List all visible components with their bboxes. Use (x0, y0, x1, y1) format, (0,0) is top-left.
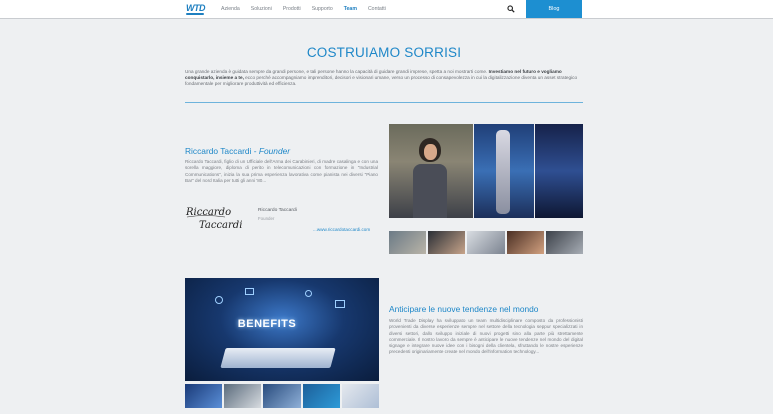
founder-website-link[interactable]: ...www.riccardotaccardi.com (313, 227, 371, 232)
founder-name: Riccardo Taccardi - (185, 146, 259, 156)
nav-item-prodotti[interactable]: Prodotti (282, 6, 301, 12)
thumbnail-3[interactable] (467, 231, 504, 254)
thumbnail-2[interactable] (428, 231, 465, 254)
benefits-thumbnails (185, 384, 379, 408)
main-nav (221, 0, 386, 18)
founder-photo-collage (389, 124, 583, 218)
logo[interactable]: WTD (186, 3, 205, 13)
founder-role-title: Founder (258, 146, 291, 156)
intro-text (185, 69, 583, 88)
benefits-label: BENEFITS (237, 318, 297, 330)
founder-face (424, 144, 437, 160)
signature-role: Founder (258, 216, 275, 221)
thumbnail-1[interactable] (185, 384, 222, 408)
floating-icon (245, 288, 254, 295)
nav-item-azienda[interactable]: Azienda (221, 6, 240, 12)
open-book (220, 348, 335, 368)
founder-photo-main (389, 124, 473, 218)
svg-text:Riccardo: Riccardo (186, 207, 232, 218)
trends-heading: Anticipare le nuove tendenze nel mondo (389, 304, 539, 314)
founder-bio: Riccardo Taccardi, figlio di un Ufficiale dell'Arma dei Carabinieri, di madre casalinga e con una sorella maggiore, diploma di perito in telecomunicazioni con formazione in "Industrial Communications", inizia la sua prima esperienza lavorativa come pianista nei diversi "Piano Bar" del nord Italia per tutti gli anni '80... (185, 159, 378, 183)
intro-text-end: ecco perché accompagniamo imprenditori, decisori e visionari umane, verso un processo di consapevolezza in cui la digitalizzazione diventa un asset strategico fondamentale per migliorare produttività ed efficienza. (185, 75, 578, 87)
section-divider (185, 102, 583, 103)
floating-icon (215, 296, 223, 304)
thumbnail-1[interactable] (389, 231, 426, 254)
benefits-image (185, 278, 379, 381)
blog-button[interactable]: Blog (526, 0, 582, 18)
thumbnail-4[interactable] (303, 384, 340, 408)
svg-text:Taccardi: Taccardi (199, 220, 243, 231)
founder-thumbnails (389, 231, 583, 254)
page-title: COSTRUIAMO SORRISI (306, 45, 462, 60)
floating-icon (305, 290, 312, 297)
search-icon[interactable] (507, 5, 515, 13)
nav-item-supporto[interactable]: Supporto (311, 6, 333, 12)
floating-icon (335, 300, 345, 308)
top-navbar (0, 0, 773, 19)
founder-jacket (413, 164, 447, 218)
trends-text: World Trade Display ha sviluppato un team multidisciplinare composto da professionisti provenienti da diverse esperienze sempre nel settore della tecnologia seppur specializzati in diversi settori, dallo sviluppo iniziale di nuovi progetti sino alla parte più strettamente commerciale. Il nostro lavoro da sempre è anticipare le nuove tendenze nel mondo del digital signage e integrare nuove idee con i bisogni della clientela, sfruttando le nostre esperienze precedenti originariamente create nel mondo dell'information technology... (389, 318, 583, 355)
nav-item-contatti[interactable]: Contatti (367, 6, 386, 12)
intro-text-start: Una grande azienda è guidata sempre da grandi persone, e tali persone hanno la capacità di guidare grandi imprese, spetta a noi mostrarti come. (185, 69, 489, 74)
thumbnail-4[interactable] (507, 231, 544, 254)
robot-figure (496, 130, 510, 214)
thumbnail-5[interactable] (342, 384, 379, 408)
logo-swoosh (186, 13, 204, 15)
robot-photo (474, 124, 534, 218)
thumbnail-2[interactable] (224, 384, 261, 408)
signature-name: Riccardo Taccardi (258, 208, 297, 213)
nav-item-team[interactable]: Team (343, 6, 357, 12)
thumbnail-3[interactable] (263, 384, 300, 408)
thumbnail-5[interactable] (546, 231, 583, 254)
signature-image (185, 203, 255, 231)
founder-heading (185, 146, 290, 156)
nav-item-soluzioni[interactable]: Soluzioni (250, 6, 272, 12)
intro-text-bold: Investiamo nel futuro e vogliamo conquistarlo, insieme a te, (185, 69, 562, 81)
display-photo (535, 124, 583, 218)
